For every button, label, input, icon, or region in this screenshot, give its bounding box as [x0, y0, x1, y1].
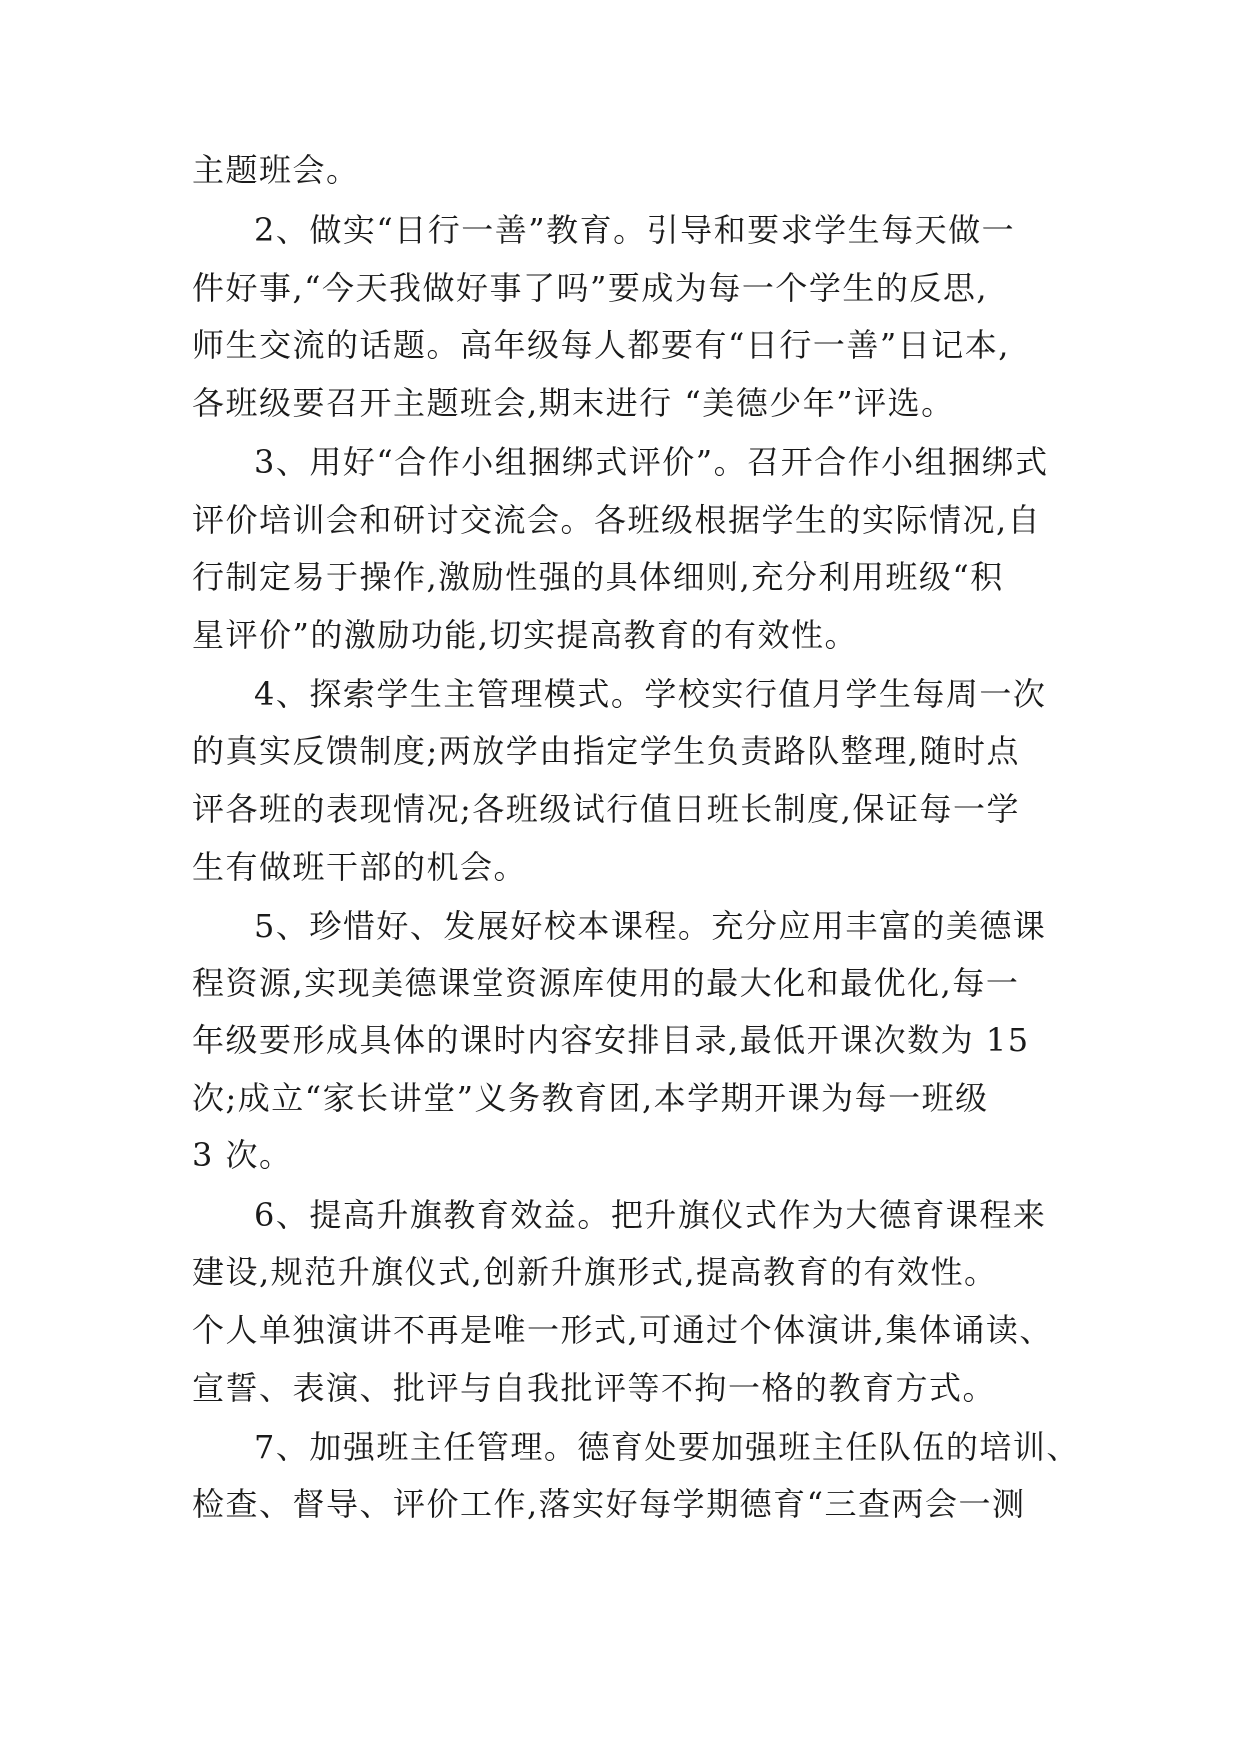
paragraph-6-line: 6、提高升旗教育效益。把升旗仪式作为大德育课程来 — [254, 1196, 1047, 1234]
paragraph-4-line: 4、探索学生主管理模式。学校实行值月学生每周一次 — [254, 675, 1047, 713]
text-line: 年级要形成具体的课时内容安排目录,最低开课次数为 15 — [192, 1021, 1030, 1059]
text-line: 主题班会。 — [192, 151, 360, 189]
text-line: 检查、督导、评价工作,落实好每学期德育“三查两会一测 — [192, 1485, 1026, 1523]
text-line: 建设,规范升旗仪式,创新升旗形式,提高教育的有效性。 — [192, 1253, 998, 1291]
text-line: 星评价”的激励功能,切实提高教育的有效性。 — [192, 616, 859, 654]
paragraph-5-line: 5、珍惜好、发展好校本课程。充分应用丰富的美德课 — [254, 907, 1047, 945]
text-line: 各班级要召开主题班会,期末进行 “美德少年”评选。 — [192, 384, 955, 422]
text-line: 个人单独演讲不再是唯一形式,可通过个体演讲,集体诵读、 — [192, 1311, 1053, 1349]
text-line: 件好事,“今天我做好事了吗”要成为每一个学生的反思, — [192, 269, 989, 307]
text-line: 程资源,实现美德课堂资源库使用的最大化和最优化,每一 — [192, 964, 1020, 1002]
text-line: 评价培训会和研讨交流会。各班级根据学生的实际情况,自 — [192, 501, 1042, 539]
text-line: 师生交流的话题。高年级每人都要有“日行一善”日记本, — [192, 326, 1010, 364]
text-line: 的真实反馈制度;两放学由指定学生负责路队整理,随时点 — [192, 732, 1020, 770]
paragraph-3-line: 3、用好“合作小组捆绑式评价”。召开合作小组捆绑式 — [254, 443, 1049, 481]
paragraph-2-line: 2、做实“日行一善”教育。引导和要求学生每天做一 — [254, 211, 1016, 249]
paragraph-7-line: 7、加强班主任管理。德育处要加强班主任队伍的培训、 — [254, 1428, 1080, 1466]
text-line: 评各班的表现情况;各班级试行值日班长制度,保证每一学 — [192, 790, 1020, 828]
text-line: 次;成立“家长讲堂”义务教育团,本学期开课为每一班级 — [192, 1079, 989, 1117]
text-line: 3 次。 — [192, 1136, 293, 1174]
text-line: 行制定易于操作,激励性强的具体细则,充分利用班级“积 — [192, 558, 1004, 596]
text-line: 宣誓、表演、批评与自我批评等不拘一格的教育方式。 — [192, 1369, 997, 1407]
text-line: 生有做班干部的机会。 — [192, 848, 528, 886]
